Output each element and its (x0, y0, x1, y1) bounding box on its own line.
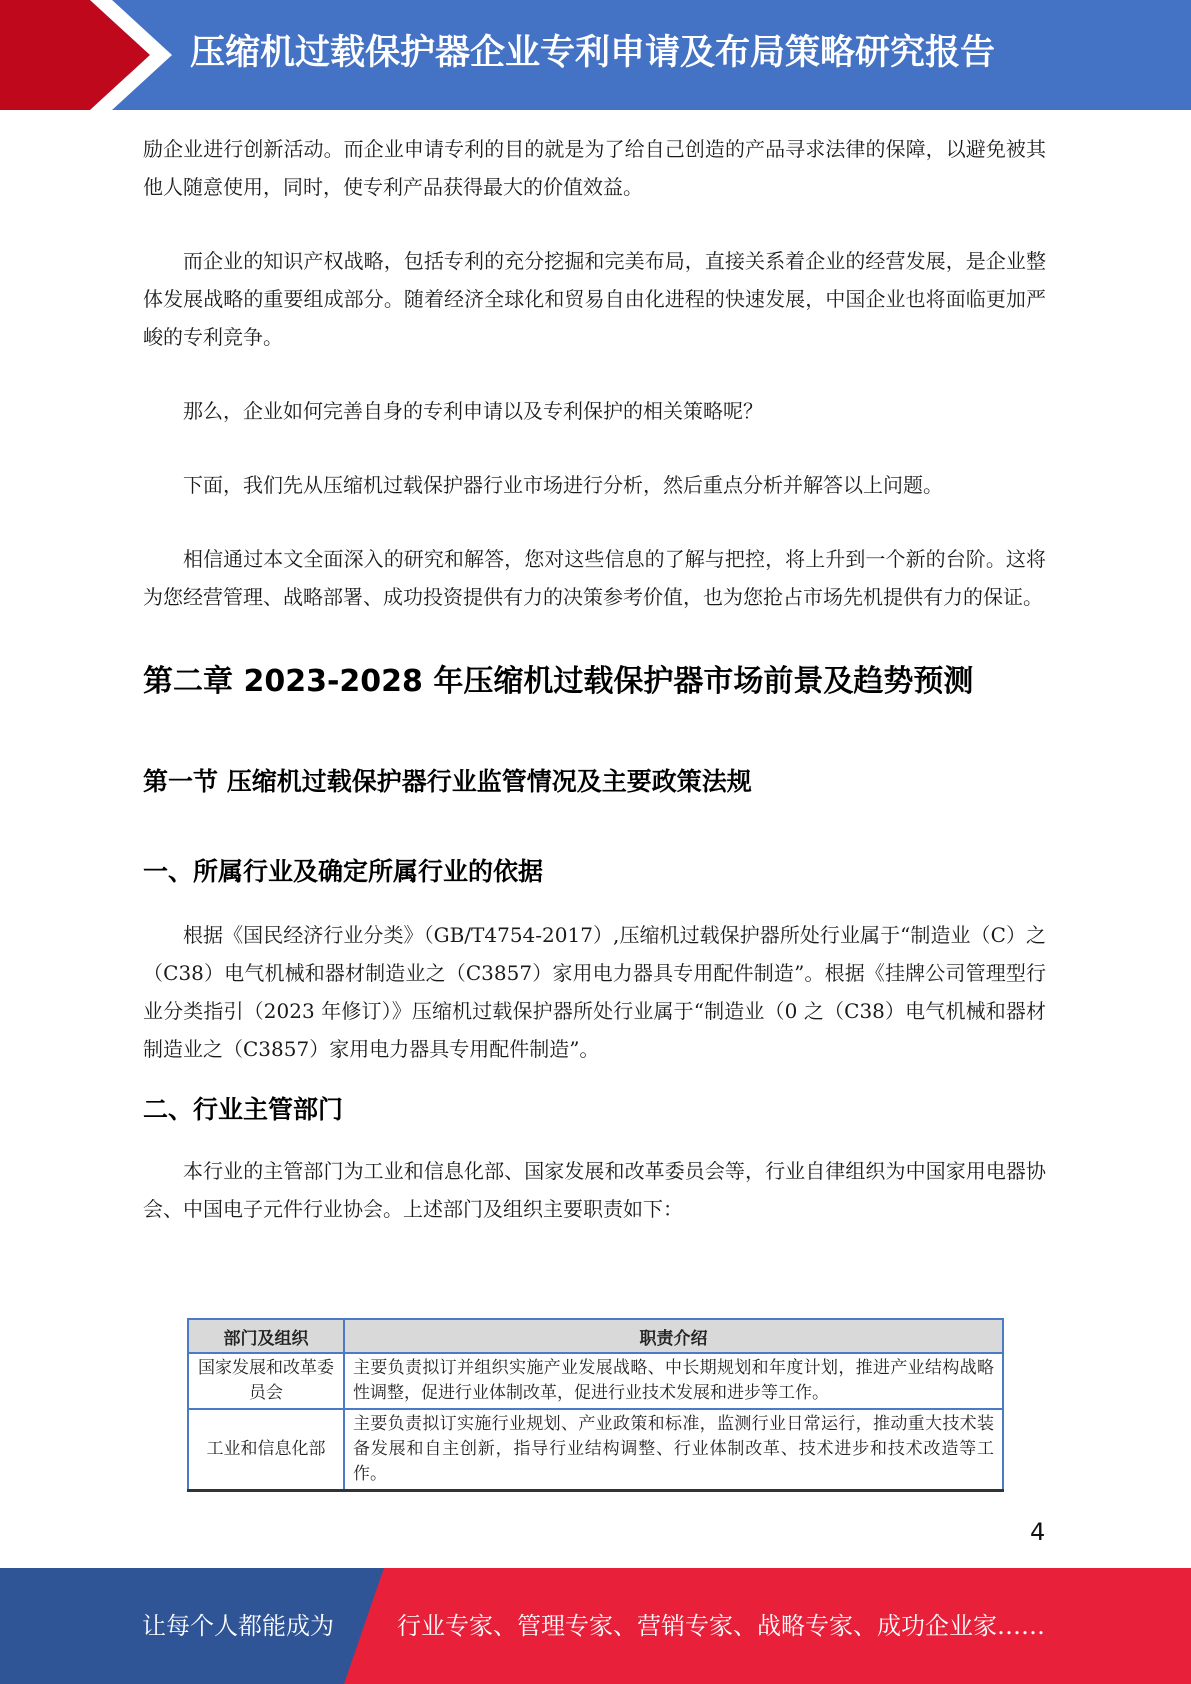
page-content (143, 130, 1046, 1228)
table-header-cell: 职责介绍 (344, 1319, 1003, 1353)
subsection-heading: 二、行业主管部门 (143, 1095, 344, 1124)
table-cell-duty: 主要负责拟订实施行业规划、产业政策和标准，监测行业日常运行，推动重大技术装备发展和自主创新，指导行业结构调整、行业体制改革、技术进步和技术改造等工作。 (344, 1409, 1003, 1491)
table-row (188, 1409, 1003, 1491)
chapter-heading: 第二章 2023-2028 年压缩机过载保护器市场前景及趋势预测 (143, 664, 974, 699)
report-title: 压缩机过载保护器企业专利申请及布局策略研究报告 (190, 33, 996, 73)
paragraph: 那么，企业如何完善自身的专利申请以及专利保护的相关策略呢？ (183, 399, 763, 423)
subsection-heading: 一、所属行业及确定所属行业的依据 (143, 857, 544, 886)
table-header-row (188, 1319, 1003, 1353)
table-cell-org: 国家发展和改革委员会 (188, 1353, 344, 1409)
table-row (188, 1353, 1003, 1409)
page-footer (0, 1568, 1191, 1684)
paragraph: 本行业的主管部门为工业和信息化部、国家发展和改革委员会等，行业自律组织为中国家用电器协会、中国电子元件行业协会。上述部门及组织主要职责如下： (143, 1159, 1046, 1221)
table-header-cell: 部门及组织 (188, 1319, 344, 1353)
paragraph: 下面，我们先从压缩机过载保护器行业市场进行分析，然后重点分析并解答以上问题。 (183, 473, 943, 497)
page-header (0, 0, 1191, 110)
paragraph: 励企业进行创新活动。而企业申请专利的目的就是为了给自己创造的产品寻求法律的保障，以避免被其他人随意使用，同时，使专利产品获得最大的价值效益。 (143, 137, 1046, 199)
section-heading: 第一节 压缩机过载保护器行业监管情况及主要政策法规 (143, 767, 752, 796)
table-cell-org: 工业和信息化部 (188, 1409, 344, 1491)
footer-slogan-right: 行业专家、管理专家、营销专家、战略专家、成功企业家…… (397, 1612, 1045, 1640)
paragraph: 根据《国民经济行业分类》（GB/T4754-2017）,压缩机过载保护器所处行业属于“制造业（C）之（C38）电气机械和器材制造业之（C3857）家用电力器具专用配件制造”。根据《挂牌公司管理型行业分类指引（2023 年修订）》压缩机过载保护器所处行业属于“制造业（0 之（C38）电气机械和器材制造业之（C3857）家用电力器具专用配件制造”。 (143, 923, 1046, 1061)
responsibility-table (187, 1318, 1004, 1492)
table-cell-duty: 主要负责拟订并组织实施产业发展战略、中长期规划和年度计划，推进产业结构战略性调整，促进行业体制改革，促进行业技术发展和进步等工作。 (344, 1353, 1003, 1409)
responsibility-table-wrapper (187, 1318, 1004, 1492)
footer-slogan-left: 让每个人都能成为 (142, 1612, 334, 1640)
page-number: 4 (1030, 1518, 1046, 1546)
paragraph: 而企业的知识产权战略，包括专利的充分挖掘和完美布局，直接关系着企业的经营发展，是企业整体发展战略的重要组成部分。随着经济全球化和贸易自由化进程的快速发展，中国企业也将面临更加严峻的专利竞争。 (143, 249, 1046, 349)
paragraph: 相信通过本文全面深入的研究和解答，您对这些信息的了解与把控，将上升到一个新的台阶。这将为您经营管理、战略部署、成功投资提供有力的决策参考价值，也为您抢占市场先机提供有力的保证。 (143, 547, 1046, 609)
